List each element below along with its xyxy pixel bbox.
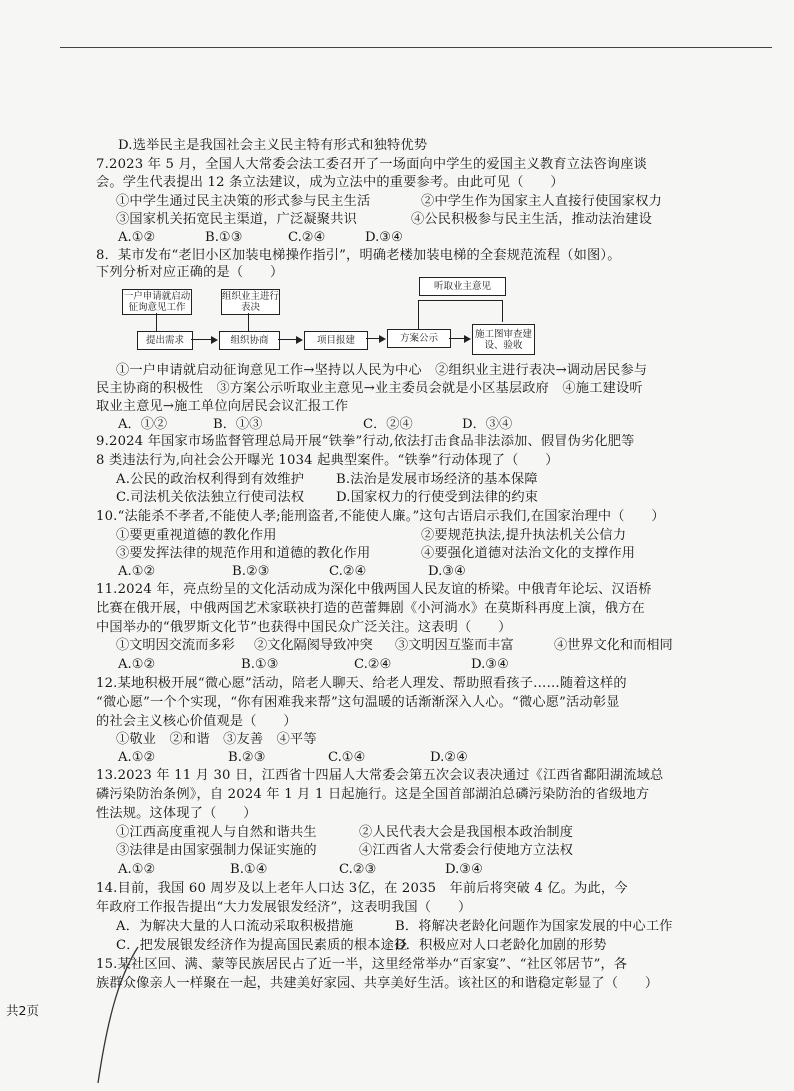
- question-13-stem-3: 性法规。这体现了（ ）: [96, 806, 257, 821]
- q7-statement-4: ④公民积极参与民主生活，推动法治建设: [411, 212, 652, 227]
- connector: [418, 300, 419, 329]
- q11-statement-3: ③文明因互鉴而丰富: [395, 638, 514, 653]
- q9-option-a[interactable]: A.公民的政治权利得到有效维护: [116, 472, 305, 487]
- q8-option-b[interactable]: B．①③: [213, 417, 263, 432]
- flow-consult: 组织协商: [219, 331, 280, 350]
- q12-statements: ①敬业 ②和谐 ③友善 ④平等: [116, 732, 317, 747]
- connector: [248, 313, 249, 331]
- pen-scribble: [90, 945, 150, 1085]
- q11-option-a[interactable]: A.①②: [118, 657, 156, 672]
- connector: [156, 313, 157, 331]
- question-8-stem-2: 下列分析对应正确的是（ ）: [96, 265, 284, 280]
- q10-option-a[interactable]: A.①②: [118, 564, 156, 579]
- q11-statement-4: ④世界文化和而相同: [554, 638, 673, 653]
- q12-option-a[interactable]: A.①②: [118, 750, 156, 765]
- question-12-stem-2: “微心愿”一个个实现，“你有困难我来帮”这句温暖的话渐渐深入人心。“微心愿”活动彰显: [96, 695, 620, 710]
- q7-statement-2: ②中学生作为国家主人直接行使国家权力: [421, 194, 662, 209]
- q14-option-c[interactable]: C．把发展银发经济作为提高国民素质的根本途径: [116, 938, 408, 953]
- q11-statement-2: ②文化隔阂导致冲突: [254, 638, 373, 653]
- q13-option-a[interactable]: A.①②: [118, 862, 156, 877]
- header-rule: [60, 47, 772, 48]
- connector: [502, 300, 503, 322]
- question-14-stem: 14.目前，我国 60 周岁及以上老年人口达 3亿，在 2035 年前后将突破 4 亿。为此，今: [96, 881, 628, 896]
- q13-option-c[interactable]: C.②③: [339, 862, 377, 877]
- q8-option-d[interactable]: D．③④: [462, 417, 513, 432]
- q8-option-a[interactable]: A．①②: [118, 417, 168, 432]
- question-15-stem-2: 族群众像亲人一样聚在一起，共建美好家园、共享美好生活。该社区的和谐稳定彰显了（ ）: [96, 976, 659, 991]
- question-13-stem: 13.2023 年 11 月 30 日，江西省十四届人大常委会第五次会议表决通过《江西省鄱阳湖流域总: [96, 768, 664, 783]
- question-9-stem: 9.2024 年国家市场监督管理总局开展“铁拳”行动,依法打击食品非法添加、假冒伪劣化肥等: [96, 434, 635, 449]
- question-8-stem: 8．某市发布“老旧小区加装电梯操作指引”，明确老楼加装电梯的全套规范流程（如图）。: [96, 248, 621, 263]
- arrow: [278, 339, 301, 340]
- flow-opinion: 听取业主意见: [419, 277, 506, 296]
- q7-option-c[interactable]: C.②④: [288, 230, 326, 245]
- q13-option-d[interactable]: D.③④: [445, 862, 483, 877]
- q9-option-d[interactable]: D.国家权力的行使受到法律的约束: [336, 490, 539, 505]
- q10-statement-3: ③要发挥法律的规范作用和道德的教化作用: [116, 546, 371, 561]
- q13-statement-4: ④江西省人大常委会行使地方立法权: [359, 843, 574, 858]
- q14-option-a[interactable]: A．为解决大量的人口流动采取积极措施: [116, 919, 354, 934]
- question-12-stem: 12.某地积极开展“微心愿”活动，陪老人聊天、给老人理发、帮助照看孩子……随着这样的: [96, 676, 627, 691]
- q9-option-b[interactable]: B.法治是发展市场经济的基本保障: [336, 472, 538, 487]
- question-15-stem: 15.某社区回、满、蒙等民族居民占了近一半，这里经常举办“百家宴”、“社区邻居节”，各: [96, 957, 628, 972]
- q11-statement-1: ①文明因交流而多彩: [116, 638, 235, 653]
- q14-option-d[interactable]: D．积极应对人口老龄化加剧的形势: [395, 938, 607, 953]
- flow-apply: 一户申请就启动征询意见工作: [123, 291, 191, 313]
- flow-build: 施工图审查建设、验收: [472, 324, 535, 355]
- q10-option-c[interactable]: C.②④: [329, 564, 367, 579]
- q8-statements-2: 民主协商的积极性 ③方案公示听取业主意见→业主委员会就是小区基层政府 ④施工建设听: [96, 381, 643, 396]
- q12-option-d[interactable]: D.②④: [430, 750, 468, 765]
- connector: [418, 300, 502, 301]
- q13-statement-2: ②人民代表大会是我国根本政治制度: [359, 825, 574, 840]
- q8-statements-1: ①一户申请就启动征询意见工作→坚持以人民为中心 ②组织业主进行表决→调动居民参与: [116, 363, 648, 378]
- flow-submit: 提出需求: [137, 331, 193, 350]
- option-d-previous: D.选举民主是我国社会主义民主特有形式和独特优势: [118, 138, 428, 153]
- q12-option-c[interactable]: C.①④: [328, 750, 366, 765]
- question-13-stem-2: 磷污染防治条例》，自 2024 年 1 月 1 日起施行。这是全国首部湖泊总磷污染防治的省级地方: [96, 787, 650, 802]
- question-10-stem: 10.“法能杀不孝者,不能使人孝;能刑盗者,不能使人廉。”这句古语启示我们,在国家治理中（ ）: [96, 509, 665, 524]
- q7-statement-1: ①中学生通过民主决策的形式参与民主生活: [116, 194, 371, 209]
- q7-option-a[interactable]: A.①②: [118, 230, 156, 245]
- q11-option-c[interactable]: C.②④: [354, 657, 392, 672]
- question-11-stem: 11.2024 年，亮点纷呈的文化活动成为深化中俄两国人民友谊的桥梁。中俄青年论坛、汉语桥: [96, 582, 652, 597]
- arrow: [366, 338, 384, 339]
- question-7-stem: 7.2023 年 5 月，全国人大常委会法工委召开了一场面向中学生的爱国主义教育立法咨询座谈: [96, 157, 648, 172]
- q7-option-b[interactable]: B.①③: [205, 230, 243, 245]
- q10-option-d[interactable]: D.③④: [428, 564, 466, 579]
- q14-option-b[interactable]: B．将解决老龄化问题作为国家发展的中心工作: [395, 919, 673, 934]
- page-footer: 共2页: [6, 1003, 39, 1018]
- q11-option-d[interactable]: D.③④: [471, 657, 509, 672]
- question-14-stem-2: 年政府工作报告提出“大力发展银发经济”，这表明我国（ ）: [96, 900, 472, 915]
- q9-option-c[interactable]: C.司法机关依法独立行使司法权: [116, 490, 305, 505]
- q8-option-c[interactable]: C．②④: [363, 417, 413, 432]
- q7-option-d[interactable]: D.③④: [365, 230, 403, 245]
- question-9-stem-2: 8 类违法行为,向社会公开曝光 1034 起典型案件。“铁拳”行动体现了（ ）: [96, 453, 559, 468]
- q10-statement-2: ②要规范执法,提升执法机关公信力: [421, 528, 627, 543]
- q7-statement-3: ③国家机关拓宽民主渠道，广泛凝聚共识: [116, 212, 357, 227]
- q11-option-b[interactable]: B.①③: [241, 657, 279, 672]
- q12-option-b[interactable]: B.②③: [228, 750, 266, 765]
- question-11-stem-2: 比赛在俄开展，中俄两国艺术家联袂打造的芭蕾舞剧《小河淌水》在莫斯科再度上演，俄方在: [96, 601, 645, 616]
- q10-statement-1: ①要更重视道德的教化作用: [116, 528, 277, 543]
- flow-vote: 组织业主进行表决: [222, 291, 280, 313]
- question-11-stem-3: 中国举办的“俄罗斯文化节”也获得中国民众广泛关注。这表明（ ）: [96, 620, 512, 635]
- arrow: [449, 338, 469, 339]
- q10-option-b[interactable]: B.②③: [232, 564, 270, 579]
- flow-publicize: 方案公示: [387, 329, 451, 348]
- question-7-stem-2: 会。学生代表提出 12 条立法建议，成为立法中的重要参考。由此可见（ ）: [96, 175, 564, 190]
- flow-project: 项目报建: [304, 331, 368, 350]
- q8-statements-3: 取业主意见→施工单位向居民会议汇报工作: [96, 399, 349, 414]
- q13-statement-1: ①江西高度重视人与自然和谐共生: [116, 825, 317, 840]
- q10-statement-4: ④要强化道德对法治文化的支撑作用: [421, 546, 636, 561]
- q13-option-b[interactable]: B.①④: [230, 862, 268, 877]
- q13-statement-3: ③法律是由国家强制力保证实施的: [116, 843, 317, 858]
- question-12-stem-3: 的社会主义核心价值观是（ ）: [96, 714, 297, 729]
- arrow: [191, 339, 216, 340]
